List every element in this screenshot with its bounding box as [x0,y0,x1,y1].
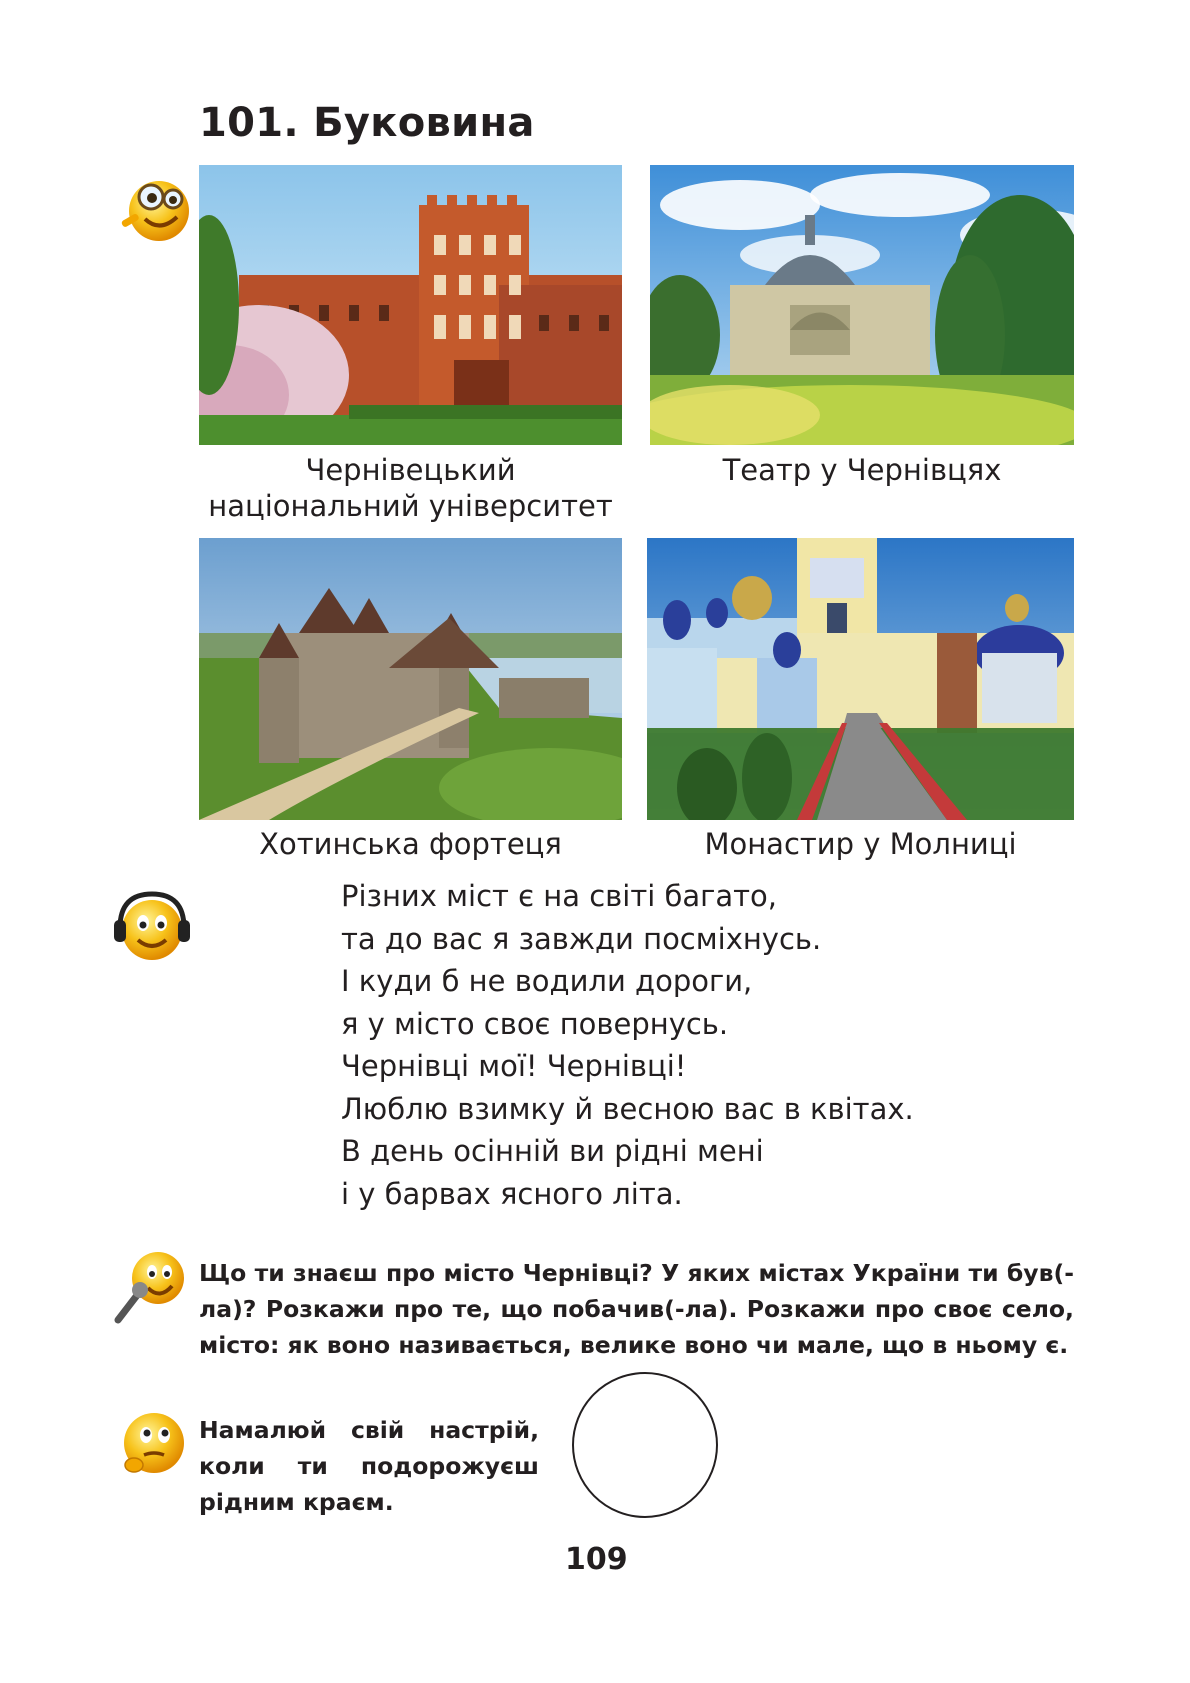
speaking-task: Що ти знаєш про місто Чернівці? У яких містах України ти був(-ла)? Розкажи про те, що побачив(-ла). Розкажи про своє село, місто: як воно називається, велике воно чи мале, що в ньому є. [199,1259,1074,1359]
caption-line: Монастир у Молниці [704,827,1017,861]
poem-line: і у барвах ясного літа. [341,1176,683,1211]
poem-line: Різних міст є на світі багато, [341,879,778,913]
caption-line: національний університет [208,489,613,523]
caption-line: Театр у Чернівцях [722,453,1002,487]
poem-line: В день осінній ви рідні мені [341,1134,764,1168]
page-number: 109 [565,1542,628,1577]
caption-line: Хотинська фортеця [259,827,562,861]
caption-university [199,452,622,524]
poem-line: я у місто своє повернусь. [341,1006,729,1041]
drawing-circle[interactable] [572,1372,718,1518]
photo-khotyn-fortress [199,538,622,820]
magnifier-smiley-icon [115,167,195,247]
photo-chernivtsi-theatre [650,165,1074,445]
poem-line: та до вас я завжди посміхнусь. [341,921,822,956]
photo-chernivtsi-university [199,165,622,445]
drawing-task: Намалюй свій настрій, коли ти подорожуєш рідним краєм. [199,1416,539,1516]
caption-monastery [647,826,1074,862]
poem-line: І куди б не водили дороги, [341,964,753,998]
microphone-smiley-icon [110,1248,190,1328]
poem-line: Чернівці мої! Чернівці! [341,1049,687,1083]
headphones-smiley-icon [112,888,192,968]
photo-molnytsia-monastery [647,538,1074,820]
caption-theatre [650,452,1074,488]
page-title: 101. Буковина [199,100,535,146]
thinking-smiley-icon [112,1405,192,1485]
poem [341,875,914,1215]
poem-line: Люблю взимку й весною вас в квітах. [341,1091,914,1126]
caption-fortress [199,826,622,862]
caption-line: Чернівецький [305,453,516,487]
